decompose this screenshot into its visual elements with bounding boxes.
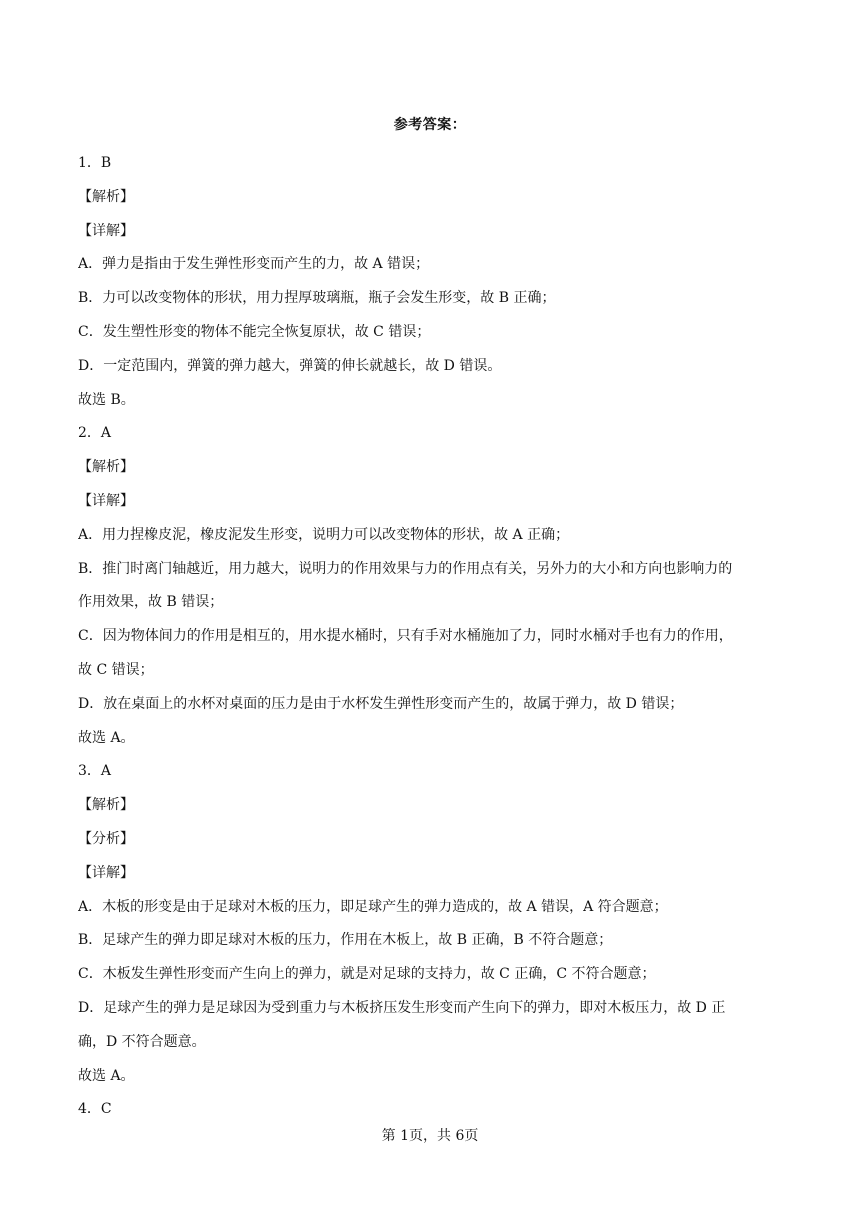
answer-line: 【详解】 bbox=[78, 864, 134, 881]
answer-line: 【详解】 bbox=[78, 492, 134, 509]
answer-line: 【详解】 bbox=[78, 222, 134, 239]
answer-line: D．足球产生的弹力是足球因为受到重力与木板挤压发生形变而产生向下的弹力，即对木板压力，故 D 正 bbox=[78, 999, 726, 1016]
answer-line: 1．B bbox=[78, 155, 112, 171]
answer-line: B．足球产生的弹力即足球对木板的压力，作用在木板上，故 B 正确，B 不符合题意； bbox=[78, 932, 613, 949]
answer-line: 4．C bbox=[78, 1101, 112, 1118]
answer-line: A．弹力是指由于发生弹性形变而产生的力，故 A 错误； bbox=[78, 256, 430, 273]
answer-line: 【解析】 bbox=[78, 459, 134, 476]
answer-line: A．木板的形变是由于足球对木板的压力，即足球产生的弹力造成的，故 A 错误，A 符合题意； bbox=[78, 898, 668, 915]
answer-line: 2．A bbox=[78, 425, 112, 442]
answer-line: 3．A bbox=[78, 763, 112, 780]
answer-line: 故选 A。 bbox=[78, 729, 135, 746]
answer-line: 确，D 不符合题意。 bbox=[78, 1033, 206, 1050]
answer-line: 【解析】 bbox=[78, 797, 134, 814]
answer-line: C．因为物体间力的作用是相互的，用水提水桶时，只有手对水桶施加了力，同时水桶对手也有力的作用， bbox=[78, 628, 733, 645]
answer-line: 故 C 错误； bbox=[78, 661, 154, 678]
answer-line: 作用效果，故 B 错误； bbox=[78, 594, 224, 611]
answer-line: C．发生塑性形变的物体不能完全恢复原状，故 C 错误； bbox=[78, 323, 431, 340]
answer-line: 【分析】 bbox=[78, 830, 134, 847]
answer-content bbox=[78, 147, 790, 1127]
answer-line: C．木板发生弹性形变而产生向上的弹力，就是对足球的支持力，故 C 正确，C 不符合题意； bbox=[78, 966, 656, 983]
answer-line: 故选 B。 bbox=[78, 391, 135, 408]
answer-line: 【解析】 bbox=[78, 188, 134, 205]
answer-line: D．放在桌面上的水杯对桌面的压力是由于水杯发生弹性形变而产生的，故属于弹力，故 D 错误； bbox=[78, 695, 684, 712]
answer-line: A．用力捏橡皮泥，橡皮泥发生形变，说明力可以改变物体的形状，故 A 正确； bbox=[78, 526, 570, 543]
answer-line: B．推门时离门轴越近，用力越大，说明力的作用效果与力的作用点有关，另外力的大小和方向也影响力的 bbox=[78, 560, 733, 577]
page-footer: 第 1页，共 6页 bbox=[381, 1128, 479, 1144]
answer-line: B．力可以改变物体的形状，用力捏厚玻璃瓶，瓶子会发生形变，故 B 正确； bbox=[78, 290, 556, 307]
answer-line: D．一定范围内，弹簧的弹力越大，弹簧的伸长就越长，故 D 错误。 bbox=[78, 357, 502, 374]
answer-line: 故选 A。 bbox=[78, 1067, 135, 1084]
page-title: 参考答案： bbox=[393, 117, 467, 133]
